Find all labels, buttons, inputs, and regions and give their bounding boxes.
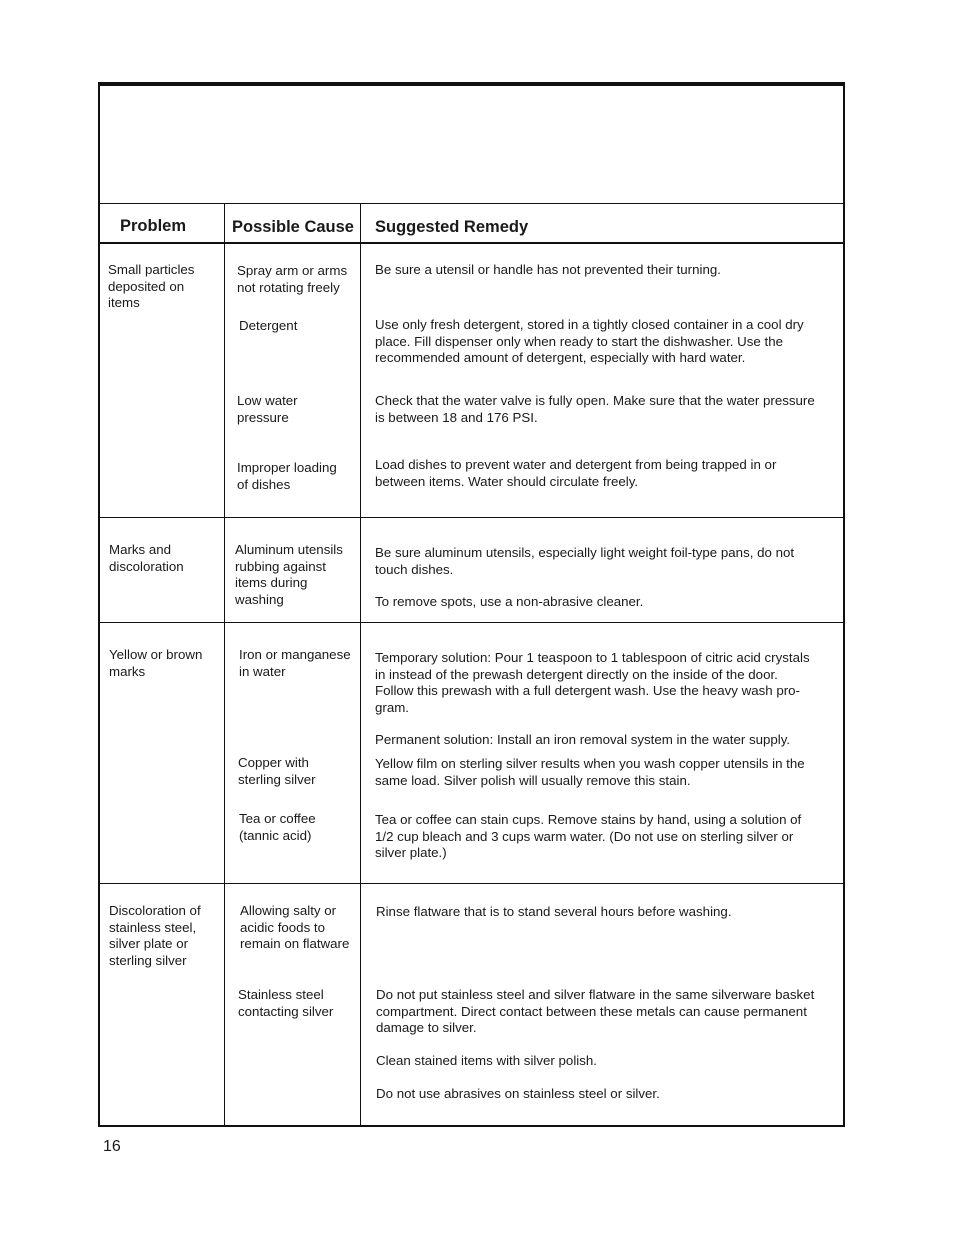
row1-cause-3: Low water pressure: [237, 393, 298, 425]
row1-problem: Small particles deposited on items: [108, 262, 195, 310]
row3-cause-1: Iron or manganese in water: [239, 647, 351, 679]
row1-remedy-2: Use only fresh detergent, stored in a tightly closed container in a cool dry place. Fill dispenser only when ready to start the dishwasher. Use the recommended amount of detergent, especially with hard water.: [375, 317, 804, 365]
header-possible-cause: Possible Cause: [232, 218, 354, 236]
row-divider-3: [100, 883, 843, 884]
row1-remedy-4: Load dishes to prevent water and detergent from being trapped in or between items. Water should circulate freely.: [375, 457, 777, 489]
row4-remedy-2: Do not put stainless steel and silver flatware in the same silverware basket compartment. Direct contact between these metals can cause permanent damage to silver.: [376, 987, 815, 1035]
row4-problem: Discoloration of stainless steel, silver plate or sterling silver: [109, 903, 201, 968]
row3-cause-2: Copper with sterling silver: [238, 755, 316, 787]
column-divider-2: [360, 203, 361, 1125]
row2-cause-1: Aluminum utensils rubbing against items during washing: [235, 542, 343, 607]
header-top-rule: [100, 203, 843, 204]
row1-cause-1: Spray arm or arms not rotating freely: [237, 263, 348, 295]
row2-problem: Marks and discoloration: [109, 542, 184, 574]
row-divider-2: [100, 622, 843, 623]
row4-remedy-3: Clean stained items with silver polish.: [376, 1053, 597, 1068]
row2-remedy-2: To remove spots, use a non-abrasive cleaner.: [375, 594, 644, 609]
row3-remedy-3: Yellow film on sterling silver results when you wash copper utensils in the same load. Silver polish will usually remove this stain.: [375, 756, 805, 788]
row2-remedy-1: Be sure aluminum utensils, especially light weight foil-type pans, do not touch dishes.: [375, 545, 795, 577]
row1-cause-4: Improper loading of dishes: [237, 460, 337, 492]
row4-cause-2: Stainless steel contacting silver: [238, 987, 334, 1019]
row3-cause-3: Tea or coffee (tannic acid): [239, 811, 316, 843]
page-number: 16: [103, 1138, 121, 1155]
row1-remedy-1: Be sure a utensil or handle has not prevented their turning.: [375, 262, 721, 277]
row4-remedy-4: Do not use abrasives on stainless steel or silver.: [376, 1086, 660, 1101]
row4-cause-1: Allowing salty or acidic foods to remain on flatware: [240, 903, 350, 951]
header-bottom-rule: [100, 242, 843, 244]
row1-cause-2: Detergent: [239, 318, 298, 333]
column-divider-1: [224, 203, 225, 1125]
row3-problem: Yellow or brown marks: [109, 647, 203, 679]
header-suggested-remedy: Suggested Remedy: [375, 218, 529, 236]
row4-remedy-1: Rinse flatware that is to stand several hours before washing.: [376, 904, 732, 919]
row3-remedy-4: Tea or coffee can stain cups. Remove stains by hand, using a solution of 1/2 cup bleach and 3 cups warm water. (Do not use on sterling silver or silver plate.): [375, 812, 802, 860]
row-divider-1: [100, 517, 843, 518]
row1-remedy-3: Check that the water valve is fully open. Make sure that the water pressure is between 18 and 176 PSI.: [375, 393, 815, 425]
header-problem: Problem: [120, 217, 187, 235]
row3-remedy-2: Permanent solution: Install an iron removal system in the water supply.: [375, 732, 791, 747]
row3-remedy-1: Temporary solution: Pour 1 teaspoon to 1 tablespoon of citric acid crystals in instead of the prewash detergent directly on the inside of the door. Follow this prewash with a full detergent wash. Use the heavy wash pro- gram.: [375, 650, 810, 715]
